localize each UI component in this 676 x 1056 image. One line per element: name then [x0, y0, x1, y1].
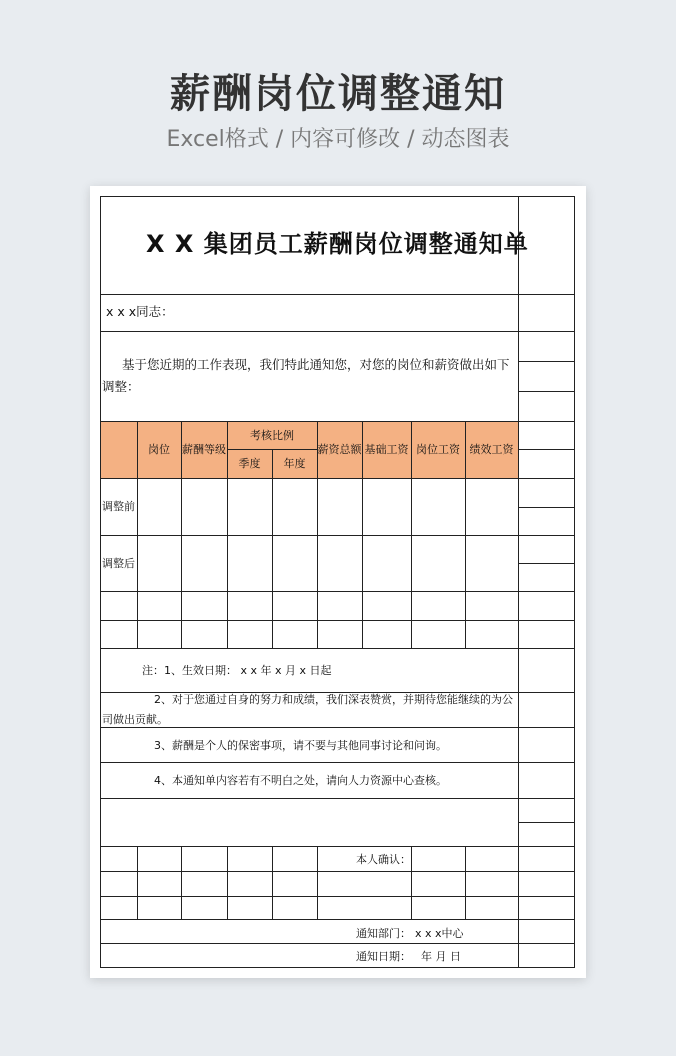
header-year: 年度 — [283, 457, 306, 470]
dept-value: x x x中心 — [415, 927, 464, 940]
header-post: 岗位工资 — [416, 443, 460, 456]
salutation: x x x同志： — [106, 304, 174, 319]
page-title: 薪酬岗位调整通知 — [170, 71, 506, 117]
document-title: X X 集团员工薪酬岗位调整通知单 — [146, 230, 529, 258]
dept-label: 通知部门： — [356, 927, 411, 940]
header-grade: 薪酬等级 — [182, 443, 226, 456]
page-subtitle: Excel格式 / 内容可修改 / 动态图表 — [166, 127, 510, 152]
header-quarter: 季度 — [238, 457, 261, 470]
header-total: 薪资总额 — [317, 443, 362, 456]
note-3: 3、薪酬是个人的保密事项，请不要与其他同事讨论和问询。 — [154, 739, 447, 752]
header-perf: 绩效工资 — [469, 443, 514, 456]
confirm-label: 本人确认： — [356, 853, 411, 866]
row-label-before: 调整前 — [102, 500, 135, 513]
note-4: 4、本通知单内容若有不明白之处，请向人力资源中心查核。 — [154, 774, 447, 787]
document-sheet — [90, 186, 586, 978]
date-value: 年 月 日 — [421, 950, 461, 963]
header-base: 基础工资 — [364, 443, 409, 456]
note-1: 注：1、生效日期： x x 年 x 月 x 日起 — [142, 664, 332, 677]
header-position: 岗位 — [148, 443, 170, 456]
row-label-after: 调整后 — [102, 557, 135, 570]
intro-paragraph: 基于您近期的工作表现，我们特此通知您，对您的岗位和薪资做出如下调整： — [102, 357, 510, 394]
note-2: 2、对于您通过自身的努力和成绩，我们深表赞赏，并期待您能继续的为公司做出贡献。 — [102, 693, 513, 726]
date-label: 通知日期： — [356, 950, 411, 963]
header-assess: 考核比例 — [250, 429, 294, 442]
